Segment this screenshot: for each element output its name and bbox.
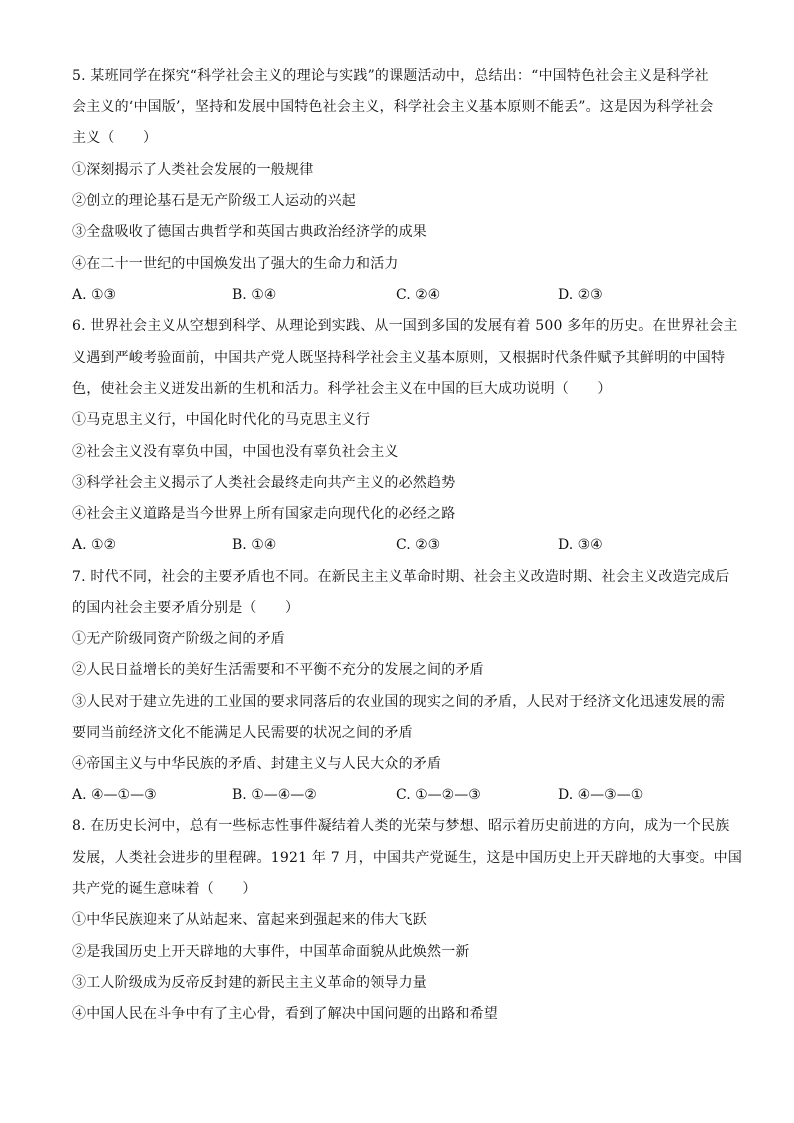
q5-statement-1: ①深刻揭示了人类社会发展的一般规律	[72, 162, 314, 178]
q8-stem-line-2: 发展，人类社会进步的里程碑。1921 年 7 月，中国共产党诞生，这是中国历史上开天辟地的大事变。中国	[72, 850, 743, 866]
q5-option-b: B. ①④	[232, 287, 277, 303]
q7-option-d: D. ④—③—①	[558, 787, 644, 803]
q5-stem-line-2: 会主义的‘中国版’，坚持和发展中国特色社会主义，科学社会主义基本原则不能丢”。这是因为科学社会	[72, 99, 714, 115]
q7-statement-1: ①无产阶级同资产阶级之间的矛盾	[72, 631, 285, 647]
q7-stem-line-2: 的国内社会主要矛盾分别是（ ）	[72, 600, 300, 616]
q6-stem-line-3: 色，使社会主义迸发出新的生机和活力。科学社会主义在中国的巨大成功说明（ ）	[72, 381, 612, 397]
q5-statement-4: ④在二十一世纪的中国焕发出了强大的生命力和活力	[72, 256, 399, 272]
q6-option-c: C. ②③	[396, 537, 441, 553]
q5-statement-2: ②创立的理论基石是无产阶级工人运动的兴起	[72, 193, 356, 209]
q7-statement-2: ②人民日益增长的美好生活需要和不平衡不充分的发展之间的矛盾	[72, 662, 484, 678]
q5-option-d: D. ②③	[558, 287, 603, 303]
q7-option-a: A. ④—①—③	[72, 787, 157, 803]
q7-statement-3: ③人民对于建立先进的工业国的要求同落后的农业国的现实之间的矛盾，人民对于经济文化迅速发展的需	[72, 694, 726, 710]
q6-option-b: B. ①④	[232, 537, 277, 553]
q7-statement-3-continued: 要同当前经济文化不能满足人民需要的状况之间的矛盾	[72, 725, 413, 741]
q6-option-a: A. ①②	[72, 537, 117, 553]
q5-statement-3: ③全盘吸收了德国古典哲学和英国古典政治经济学的成果	[72, 224, 427, 240]
q6-statement-1: ①马克思主义行，中国化时代化的马克思主义行	[72, 412, 371, 428]
q5-option-a: A. ①③	[72, 287, 117, 303]
q6-statement-3: ③科学社会主义揭示了人类社会最终走向共产主义的必然趋势	[72, 475, 456, 491]
q7-statement-4: ④帝国主义与中华民族的矛盾、封建主义与人民大众的矛盾	[72, 756, 442, 772]
q6-statement-4: ④社会主义道路是当今世界上所有国家走向现代化的必经之路	[72, 506, 456, 522]
q7-option-c: C. ①—②—③	[396, 787, 481, 803]
q5-option-c: C. ②④	[396, 287, 441, 303]
q8-stem-line-3: 共产党的诞生意味着（ ）	[72, 881, 257, 897]
q6-statement-2: ②社会主义没有辜负中国，中国也没有辜负社会主义	[72, 444, 399, 460]
q8-stem-line-1: 8. 在历史长河中，总有一些标志性事件凝结着人类的光荣与梦想、昭示着历史前进的方向，成为一个民族	[72, 818, 730, 834]
q6-stem-line-2: 义遇到严峻考验面前，中国共产党人既坚持科学社会主义基本原则，又根据时代条件赋予其鲜明的中国特	[72, 350, 726, 366]
q8-statement-4: ④中国人民在斗争中有了主心骨，看到了解决中国问题的出路和希望	[72, 1006, 498, 1022]
q8-statement-1: ①中华民族迎来了从站起来、富起来到强起来的伟大飞跃	[72, 912, 427, 928]
q5-stem-line-3: 主义（ ）	[72, 130, 158, 146]
q8-statement-2: ②是我国历史上开天辟地的大事件，中国革命面貌从此焕然一新	[72, 944, 470, 960]
q8-statement-3: ③工人阶级成为反帝反封建的新民主主义革命的领导力量	[72, 975, 427, 991]
q6-option-d: D. ③④	[558, 537, 603, 553]
q7-stem-line-1: 7. 时代不同，社会的主要矛盾也不同。在新民主主义革命时期、社会主义改造时期、社会主义改造完成后	[72, 569, 730, 585]
q5-stem-line-1: 5. 某班同学在探究“科学社会主义的理论与实践”的课题活动中，总结出：“中国特色社会主义是科学社	[72, 68, 709, 84]
q6-stem-line-1: 6. 世界社会主义从空想到科学、从理论到实践、从一国到多国的发展有着 500 多年的历史。在世界社会主	[72, 318, 738, 334]
q7-option-b: B. ①—④—②	[232, 787, 317, 803]
